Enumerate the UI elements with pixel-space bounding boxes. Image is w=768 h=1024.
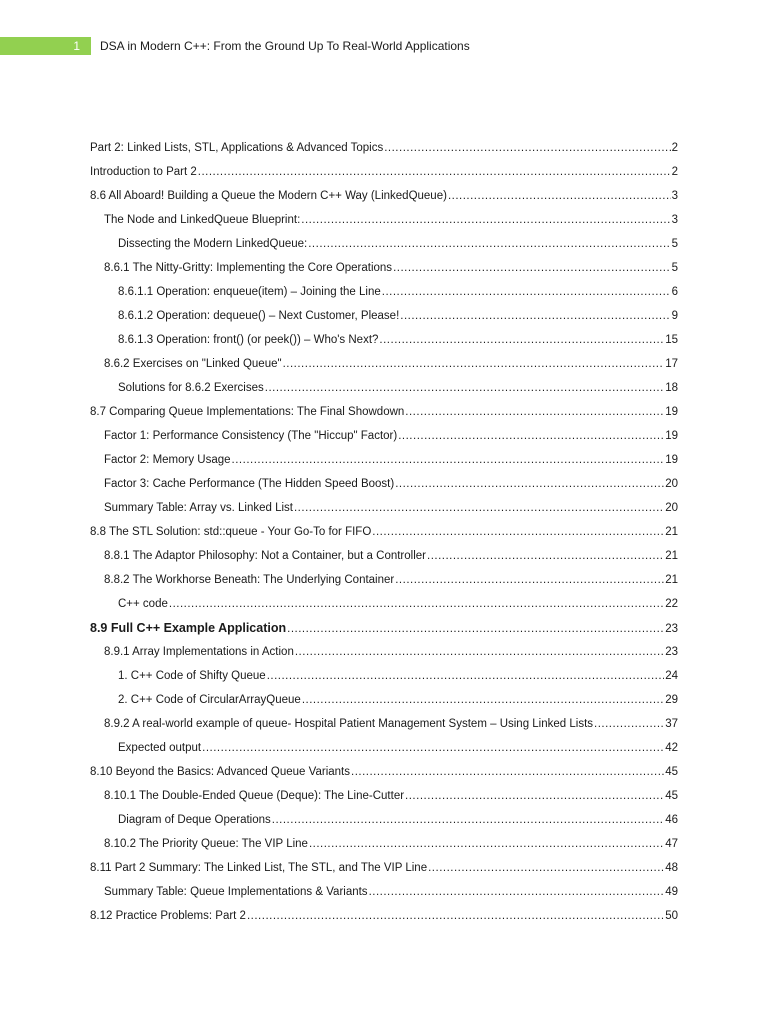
dot-leader xyxy=(309,832,664,856)
dot-leader xyxy=(169,592,664,616)
toc-entry-title: Part 2: Linked Lists, STL, Applications & Advanced Topics xyxy=(90,142,384,154)
toc-entry[interactable] xyxy=(90,208,678,232)
toc-entry-page: 23 xyxy=(665,646,678,658)
dot-leader xyxy=(295,640,664,664)
toc-entry[interactable] xyxy=(90,688,678,712)
toc-entry-page: 3 xyxy=(671,214,678,226)
toc-entry-title: 8.8.1 The Adaptor Philosophy: Not a Container, but a Controller xyxy=(104,550,426,562)
dot-leader xyxy=(272,808,664,832)
dot-leader xyxy=(395,568,664,592)
dot-leader xyxy=(198,160,671,184)
dot-leader xyxy=(294,496,664,520)
dot-leader xyxy=(351,760,664,784)
toc-entry-title: 8.8.2 The Workhorse Beneath: The Underlying Container xyxy=(104,574,395,586)
toc-entry[interactable] xyxy=(90,904,678,928)
toc-entry[interactable] xyxy=(90,376,678,400)
toc-entry-title: 2. C++ Code of CircularArrayQueue xyxy=(118,694,301,706)
table-of-contents xyxy=(90,136,678,928)
toc-entry-page: 19 xyxy=(665,454,678,466)
toc-entry-page: 21 xyxy=(665,574,678,586)
dot-leader xyxy=(398,424,664,448)
toc-entry-page: 42 xyxy=(665,742,678,754)
dot-leader xyxy=(448,184,671,208)
toc-entry-page: 2 xyxy=(671,142,678,154)
toc-entry-title: Summary Table: Queue Implementations & Variants xyxy=(104,886,368,898)
toc-entry[interactable] xyxy=(90,400,678,424)
toc-entry[interactable] xyxy=(90,256,678,280)
dot-leader xyxy=(267,664,665,688)
toc-entry[interactable] xyxy=(90,712,678,736)
toc-entry[interactable] xyxy=(90,280,678,304)
toc-entry[interactable] xyxy=(90,160,678,184)
toc-entry-page: 45 xyxy=(665,766,678,778)
toc-entry[interactable] xyxy=(90,880,678,904)
toc-entry-title: Expected output xyxy=(118,742,202,754)
toc-entry-title: Factor 1: Performance Consistency (The "Hiccup" Factor) xyxy=(104,430,398,442)
toc-entry-title: Summary Table: Array vs. Linked List xyxy=(104,502,293,514)
toc-entry[interactable] xyxy=(90,184,678,208)
toc-entry-title: 8.12 Practice Problems: Part 2 xyxy=(90,910,246,922)
dot-leader xyxy=(427,544,664,568)
dot-leader xyxy=(428,856,664,880)
toc-entry-title: 8.9.2 A real-world example of queue- Hospital Patient Management System – Using Linked Lists xyxy=(104,718,594,730)
page-header xyxy=(0,37,768,55)
dot-leader xyxy=(393,256,671,280)
toc-entry-title: 1. C++ Code of Shifty Queue xyxy=(118,670,266,682)
toc-entry[interactable] xyxy=(90,760,678,784)
toc-entry-page: 15 xyxy=(665,334,678,346)
toc-entry-page: 6 xyxy=(671,286,678,298)
toc-entry-page: 5 xyxy=(671,262,678,274)
toc-entry[interactable] xyxy=(90,448,678,472)
toc-entry[interactable] xyxy=(90,784,678,808)
toc-entry-page: 50 xyxy=(665,910,678,922)
dot-leader xyxy=(232,448,665,472)
toc-entry[interactable] xyxy=(90,328,678,352)
dot-leader xyxy=(369,880,665,904)
toc-entry-title: 8.6.1.2 Operation: dequeue() – Next Customer, Please! xyxy=(118,310,400,322)
toc-entry-title: Diagram of Deque Operations xyxy=(118,814,271,826)
toc-entry-page: 46 xyxy=(665,814,678,826)
toc-entry-page: 21 xyxy=(665,526,678,538)
toc-entry-page: 19 xyxy=(665,430,678,442)
toc-entry-title: Factor 2: Memory Usage xyxy=(104,454,231,466)
dot-leader xyxy=(202,736,664,760)
toc-entry-title: 8.10.1 The Double-Ended Queue (Deque): The Line-Cutter xyxy=(104,790,405,802)
toc-entry[interactable] xyxy=(90,352,678,376)
dot-leader xyxy=(400,304,670,328)
toc-entry-page: 2 xyxy=(671,166,678,178)
toc-entry-page: 20 xyxy=(665,502,678,514)
toc-entry-title: Factor 3: Cache Performance (The Hidden Speed Boost) xyxy=(104,478,395,490)
dot-leader xyxy=(265,376,664,400)
page-number: 1 xyxy=(0,37,91,55)
toc-entry[interactable] xyxy=(90,832,678,856)
toc-entry-page: 19 xyxy=(665,406,678,418)
toc-entry[interactable] xyxy=(90,544,678,568)
toc-entry-page: 3 xyxy=(671,190,678,202)
dot-leader xyxy=(405,784,664,808)
toc-entry-title: 8.6.1.1 Operation: enqueue(item) – Joining the Line xyxy=(118,286,381,298)
toc-entry-page: 48 xyxy=(665,862,678,874)
toc-entry[interactable] xyxy=(90,520,678,544)
toc-entry[interactable] xyxy=(90,472,678,496)
running-title: DSA in Modern C++: From the Ground Up To Real-World Applications xyxy=(100,39,470,53)
toc-entry[interactable] xyxy=(90,424,678,448)
toc-entry-page: 9 xyxy=(671,310,678,322)
dot-leader xyxy=(283,352,665,376)
toc-entry-page: 20 xyxy=(665,478,678,490)
toc-entry-title: 8.8 The STL Solution: std::queue - Your Go-To for FIFO xyxy=(90,526,372,538)
toc-entry-title: 8.6.1.3 Operation: front() (or peek()) – Who's Next? xyxy=(118,334,379,346)
toc-entry-page: 5 xyxy=(671,238,678,250)
toc-entry[interactable] xyxy=(90,496,678,520)
dot-leader xyxy=(395,472,664,496)
toc-entry[interactable] xyxy=(90,664,678,688)
toc-entry-title: The Node and LinkedQueue Blueprint: xyxy=(104,214,301,226)
toc-entry-title: Dissecting the Modern LinkedQueue: xyxy=(118,238,308,250)
toc-entry[interactable] xyxy=(90,808,678,832)
toc-entry-page: 21 xyxy=(665,550,678,562)
toc-entry-page: 37 xyxy=(665,718,678,730)
toc-entry-page: 45 xyxy=(665,790,678,802)
dot-leader xyxy=(594,712,664,736)
toc-entry-page: 49 xyxy=(665,886,678,898)
toc-entry[interactable] xyxy=(90,616,678,640)
toc-entry[interactable] xyxy=(90,232,678,256)
dot-leader xyxy=(287,617,664,640)
toc-entry-title: Introduction to Part 2 xyxy=(90,166,197,178)
dot-leader xyxy=(372,520,664,544)
toc-entry-page: 17 xyxy=(665,358,678,370)
toc-entry-page: 18 xyxy=(665,382,678,394)
toc-entry[interactable] xyxy=(90,592,678,616)
toc-entry-page: 47 xyxy=(665,838,678,850)
toc-entry[interactable] xyxy=(90,640,678,664)
toc-entry[interactable] xyxy=(90,304,678,328)
toc-entry[interactable] xyxy=(90,568,678,592)
toc-entry-title: 8.10.2 The Priority Queue: The VIP Line xyxy=(104,838,308,850)
toc-entry-title: 8.6 All Aboard! Building a Queue the Modern C++ Way (LinkedQueue) xyxy=(90,190,447,202)
toc-entry-title: C++ code xyxy=(118,598,168,610)
toc-entry-page: 24 xyxy=(665,670,678,682)
dot-leader xyxy=(247,904,664,928)
toc-entry-title: 8.6.1 The Nitty-Gritty: Implementing the Core Operations xyxy=(104,262,393,274)
toc-entry-title: 8.10 Beyond the Basics: Advanced Queue Variants xyxy=(90,766,350,778)
toc-entry[interactable] xyxy=(90,856,678,880)
toc-entry-page: 23 xyxy=(665,623,678,635)
dot-leader xyxy=(301,208,670,232)
toc-entry-title: 8.9 Full C++ Example Application xyxy=(90,621,287,635)
toc-entry-title: 8.7 Comparing Queue Implementations: The Final Showdown xyxy=(90,406,405,418)
toc-entry-title: Solutions for 8.6.2 Exercises xyxy=(118,382,264,394)
toc-entry-page: 22 xyxy=(665,598,678,610)
dot-leader xyxy=(379,328,664,352)
toc-entry-title: 8.6.2 Exercises on "Linked Queue" xyxy=(104,358,282,370)
toc-entry-title: 8.9.1 Array Implementations in Action xyxy=(104,646,294,658)
dot-leader xyxy=(382,280,671,304)
dot-leader xyxy=(302,688,664,712)
toc-entry[interactable] xyxy=(90,736,678,760)
toc-entry[interactable] xyxy=(90,136,678,160)
dot-leader xyxy=(308,232,670,256)
toc-entry-page: 29 xyxy=(665,694,678,706)
dot-leader xyxy=(384,136,670,160)
dot-leader xyxy=(405,400,664,424)
toc-entry-title: 8.11 Part 2 Summary: The Linked List, The STL, and The VIP Line xyxy=(90,862,428,874)
